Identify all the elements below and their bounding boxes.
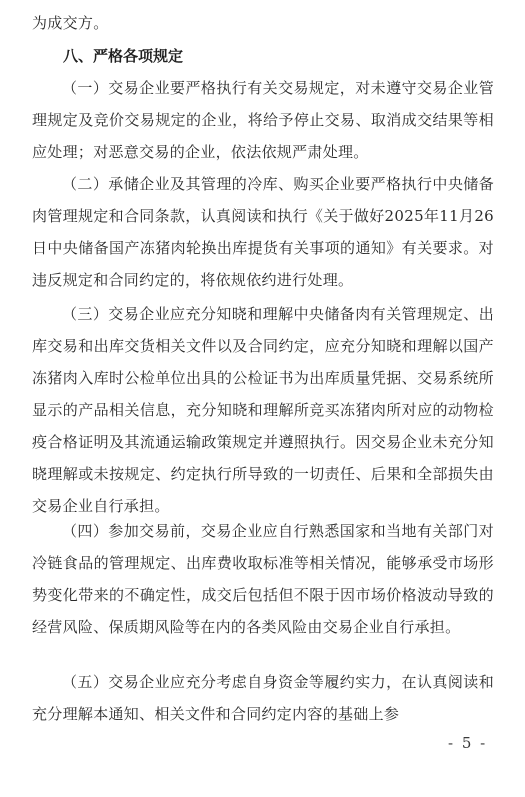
section-heading: 八、严格各项规定 bbox=[63, 47, 184, 65]
page-number: - 5 - bbox=[448, 734, 488, 752]
paragraph-3: （三）交易企业应充分知晓和理解中央储备肉有关管理规定、出库交易和出库交货相关文件以及合同约定，应充分知晓和理解以国产冻猪肉入库时公检单位出具的公检证书为出库质量凭据、交易系统所显示的产品相关信息，充分知晓和理解所竞买冻猪肉所对应的动物检疫合格证明及其流通运输政策规定并遵照执行。因交易企业未充分知晓理解或未按规定、约定执行所导致的一切责任、后果和全部损失由交易企业自行承担。 bbox=[32, 305, 494, 515]
paragraph-5: （五）交易企业应充分考虑自身资金等履约实力，在认真阅读和充分理解本通知、相关文件和合同约定内容的基础上参 bbox=[32, 673, 494, 723]
paragraph-4: （四）参加交易前，交易企业应自行熟悉国家和当地有关部门对冷链食品的管理规定、出库费收取标准等相关情况，能够承受市场形势变化带来的不确定性，成交后包括但不限于因市场价格波动导致的经营风险、保质期风险等在内的各类风险由交易企业自行承担。 bbox=[32, 522, 494, 636]
paragraph-1: （一）交易企业要严格执行有关交易规定，对未遵守交易企业管理规定及竞价交易规定的企业，将给予停止交易、取消成交结果等相应处理；对恶意交易的企业，依法依规严肃处理。 bbox=[32, 79, 494, 161]
paragraph-2: （二）承储企业及其管理的冷库、购买企业要严格执行中央储备肉管理规定和合同条款，认真阅读和执行《关于做好2025年11月26日中央储备国产冻猪肉轮换出库提货有关事项的通知》有关要求。对违反规定和合同约定的，将依规依约进行处理。 bbox=[32, 175, 494, 289]
continuation-text: 为成交方。 bbox=[32, 14, 109, 32]
